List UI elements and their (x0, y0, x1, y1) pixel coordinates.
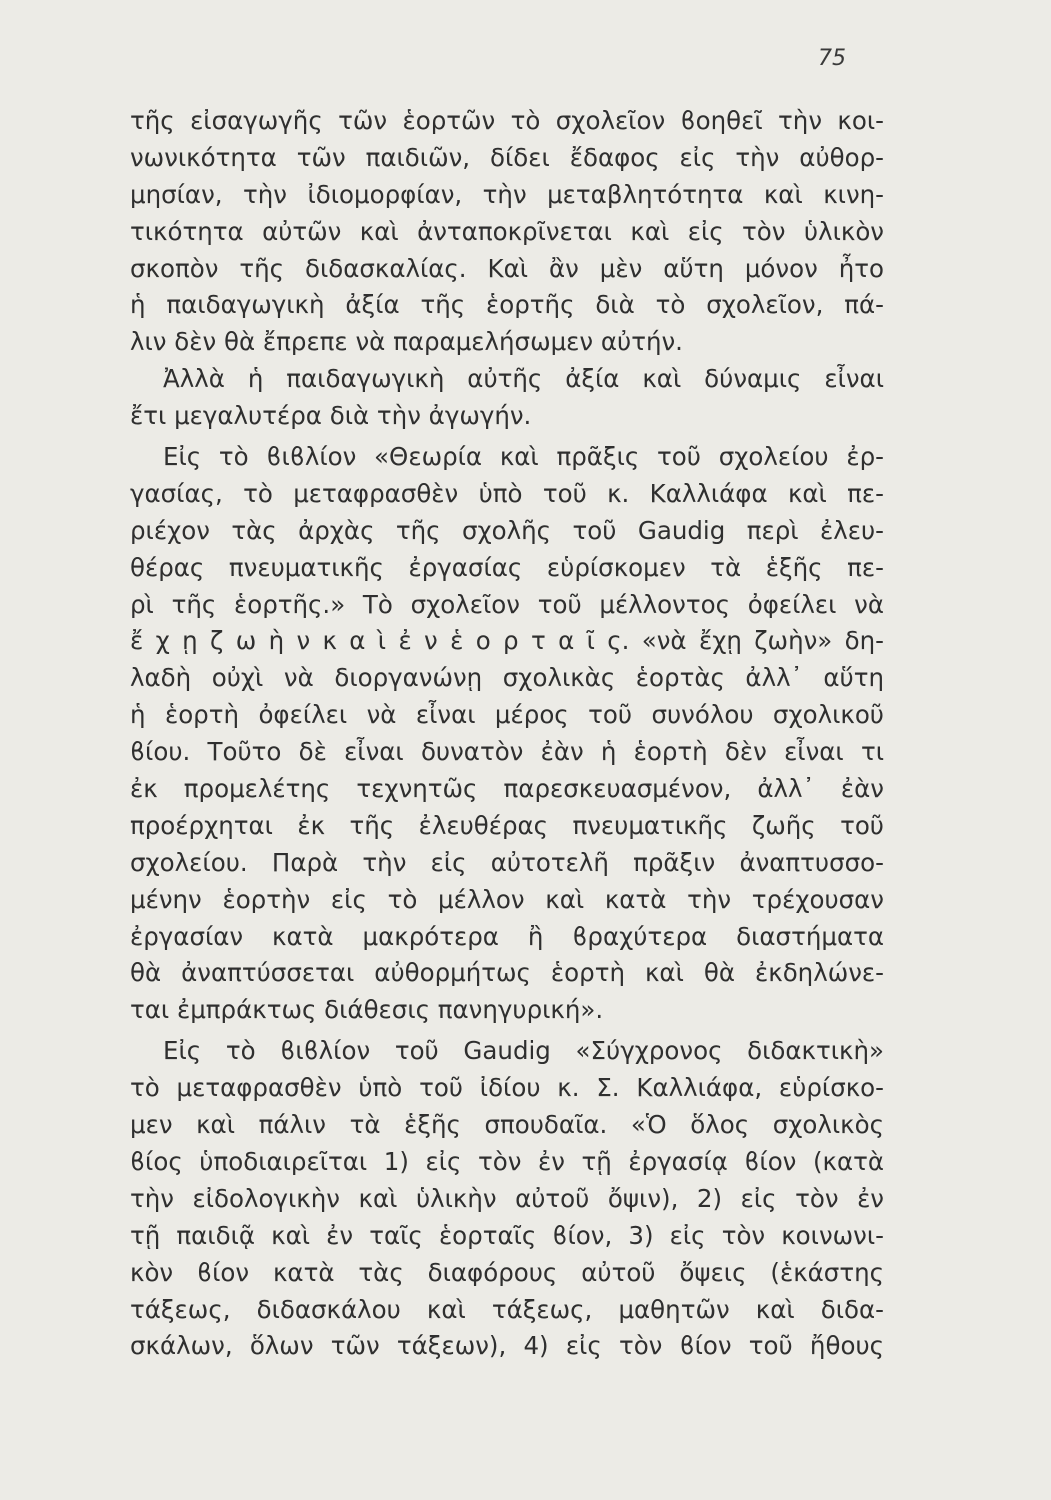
text-line: ρὶ τῆς ἑορτῆς.» Τὸ σχολεῖον τοῦ μέλλοντος ὀφείλει νὰ (130, 589, 884, 619)
text-line: λιν δὲν θὰ ἔπρεπε νὰ παραμελήσωμεν αὐτήν. (130, 327, 683, 357)
page-number: 75 (818, 46, 846, 71)
text-line: Ἀλλὰ ἡ παιδαγωγικὴ αὐτῆς ἀξία καὶ δύναμις εἶναι (163, 364, 884, 394)
text-line: τῇ παιδιᾷ καὶ ἐν ταῖς ἑορταῖς ϐίον, 3) εἰς τὸν κοινωνι- (130, 1220, 884, 1250)
text-line: ριέχον τὰς ἀρχὰς τῆς σχολῆς τοῦ Gaudig περὶ ἐλευ- (130, 515, 884, 545)
text-line: ἡ ἑορτὴ ὀφείλει νὰ εἶναι μέρος τοῦ συνόλου σχολικοῦ (130, 700, 884, 730)
text-line: θέρας πνευματικῆς ἐργασίας εὑρίσκομεν τὰ ἑξῆς πε- (130, 552, 884, 582)
text-line: τῆς εἰσαγωγῆς τῶν ἑορτῶν τὸ σχολεῖον ϐοηθεῖ τὴν κοι- (130, 106, 884, 135)
text-line: προέρχηται ἐκ τῆς ἐλευθέρας πνευματικῆς ζωῆς τοῦ (130, 810, 884, 840)
text-line: μένην ἑορτὴν εἰς τὸ μέλλον καὶ κατὰ τὴν τρέχουσαν (130, 884, 884, 914)
text-line: Εἰς τὸ ϐιϐλίον «Θεωρία καὶ πρᾶξις τοῦ σχολείου ἐρ- (163, 442, 884, 472)
text-line: κὸν ϐίον κατὰ τὰς διαφόρους αὐτοῦ ὄψεις (ἑκάστης (130, 1257, 884, 1287)
text-line: μεν καὶ πάλιν τὰ ἑξῆς σπουδαῖα. «Ὁ ὅλος σχολικὸς (130, 1110, 884, 1140)
text-line: νωνικότητα τῶν παιδιῶν, δίδει ἔδαφος εἰς τὴν αὐθορ- (130, 142, 884, 172)
text-line: τὴν εἰδολογικὴν καὶ ὑλικὴν αὐτοῦ ὄψιν), 2) εἰς τὸν ἐν (130, 1183, 884, 1213)
text-line: ϐίος ὑποδιαιρεῖται 1) εἰς τὸν ἐν τῇ ἐργασίᾳ ϐίον (κατὰ (130, 1146, 884, 1176)
text-line: ἔ χ ῃ ζ ω ὴ ν κ α ὶ ἐ ν ἑ ο ρ τ α ῖ ς. «νὰ ἔχῃ ζωὴν» δη- (130, 626, 884, 656)
text-line: ἐκ προμελέτης τεχνητῶς παρεσκευασμένον, ἀλλ᾽ ἐὰν (130, 774, 884, 804)
text-line: ἔτι μεγαλυτέρα διὰ τὴν ἀγωγήν. (130, 401, 532, 431)
text-line: γασίας, τὸ μεταφρασθὲν ὑπὸ τοῦ κ. Καλλιάφα καὶ πε- (130, 478, 884, 508)
text-line: λαδὴ οὐχὶ νὰ διοργανώνῃ σχολικὰς ἑορτὰς ἀλλ᾽ αὕτη (130, 663, 884, 693)
text-line: σχολείου. Παρὰ τὴν εἰς αὐτοτελῆ πρᾶξιν ἀναπτυσσο- (130, 847, 884, 877)
text-line: ἡ παιδαγωγικὴ ἀξία τῆς ἑορτῆς διὰ τὸ σχολεῖον, πά- (130, 290, 884, 320)
text-line: τικότητα αὐτῶν καὶ ἀνταποκρῖνεται καὶ εἰς τὸν ὑλικὸν (130, 216, 884, 246)
text-line: σκάλων, ὅλων τῶν τάξεων), 4) εἰς τὸν ϐίον τοῦ ἤθους (130, 1331, 884, 1361)
text-line: μησίαν, τὴν ἰδιομορφίαν, τὴν μεταβλητότητα καὶ κινη- (130, 179, 884, 209)
text-line: σκοπὸν τῆς διδασκαλίας. Καὶ ἂν μὲν αὕτη μόνον ἦτο (130, 253, 884, 283)
paragraph (130, 361, 884, 435)
text-line: ϐίου. Τοῦτο δὲ εἶναι δυνατὸν ἐὰν ἡ ἑορτὴ δὲν εἶναι τι (130, 737, 884, 767)
text-line: τάξεως, διδασκάλου καὶ τάξεως, μαθητῶν καὶ διδα- (130, 1294, 884, 1324)
paragraph (130, 103, 884, 361)
page-body (130, 103, 884, 1365)
text-line: ται ἐμπράκτως διάθεσις πανηγυρική». (130, 995, 604, 1025)
text-line: τὸ μεταφρασθὲν ὑπὸ τοῦ ἰδίου κ. Σ. Καλλιάφα, εὑρίσκο- (130, 1073, 884, 1103)
text-line: ἐργασίαν κατὰ μακρότερα ἢ ϐραχύτερα διαστήματα (130, 921, 884, 951)
text-line: θὰ ἀναπτύσσεται αὐθορμήτως ἑορτὴ καὶ θὰ ἐκδηλώνε- (130, 958, 884, 988)
text-line: Εἰς τὸ ϐιϐλίον τοῦ Gaudig «Σύγχρονος διδακτικὴ» (163, 1036, 884, 1066)
paragraph (130, 439, 884, 1029)
paragraph (130, 1033, 884, 1365)
